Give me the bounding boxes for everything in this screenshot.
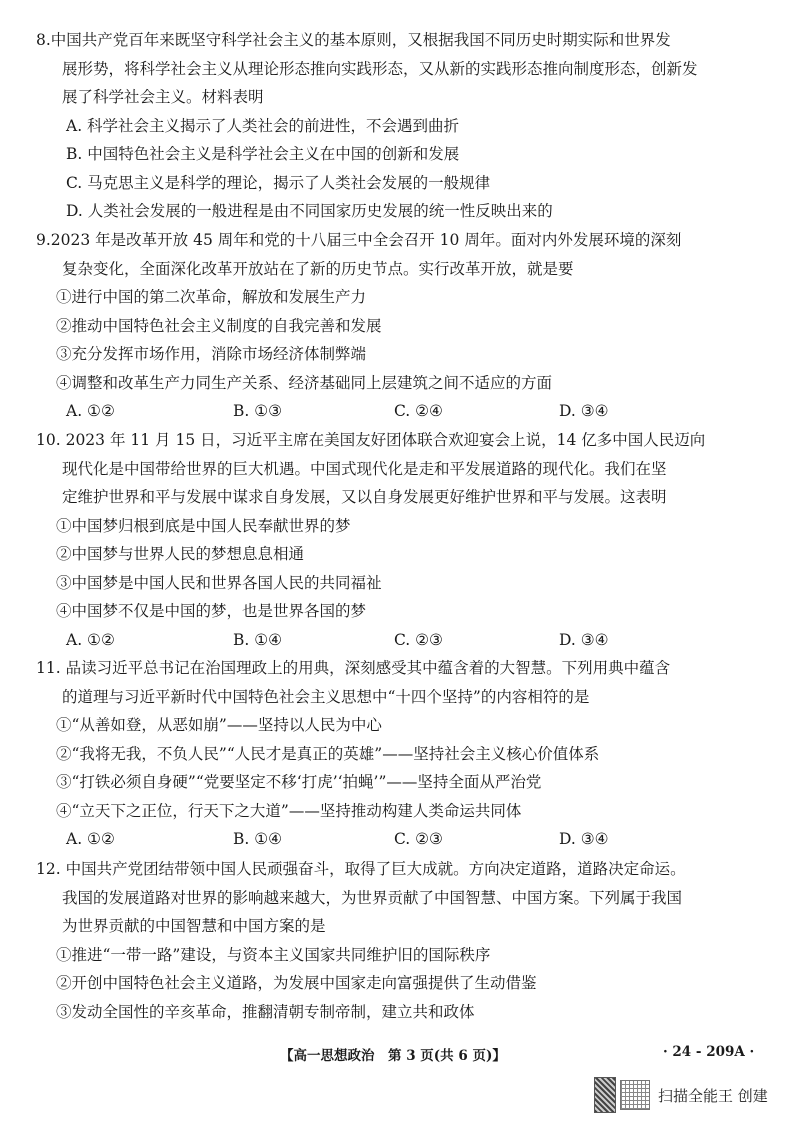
statement-3: ③中国梦是中国人民和世界各国人民的共同福祉 xyxy=(56,573,382,592)
option-a: A. 科学社会主义揭示了人类社会的前进性，不会遇到曲折 xyxy=(66,116,460,135)
statement-3: ③发动全国性的辛亥革命，推翻清朝专制帝制，建立共和政体 xyxy=(56,1002,475,1021)
question-8 xyxy=(36,26,771,226)
stem-line: 定维护世界和平与发展中谋求自身发展，又以自身发展更好维护世界和平与发展。这表明 xyxy=(62,488,667,506)
choice-a: A. ①② xyxy=(66,402,115,420)
choice-b: B. ①③ xyxy=(233,402,283,420)
question-9 xyxy=(36,226,771,426)
question-12 xyxy=(36,855,771,1026)
answer-choices xyxy=(36,825,771,854)
choice-a: A. ①② xyxy=(66,830,115,848)
choice-c: C. ②③ xyxy=(394,830,443,848)
option-b: B. 中国特色社会主义是科学社会主义在中国的创新和发展 xyxy=(66,145,460,163)
stem-line: 展了科学社会主义。材料表明 xyxy=(62,88,264,106)
question-stem xyxy=(36,26,771,112)
choice-d: D. ③④ xyxy=(559,830,609,848)
statement-1: ①中国梦归根到底是中国人民奉献世界的梦 xyxy=(56,516,351,535)
stem-line: 复杂变化，全面深化改革开放站在了新的历史节点。实行改革开放，就是要 xyxy=(62,259,574,278)
stem-line: 10. 2023 年 11 月 15 日，习近平主席在美国友好团体联合欢迎宴会上说，14 亿多中国人民迈向 xyxy=(36,431,706,449)
stem-line: 9.2023 年是改革开放 45 周年和党的十八届三中全会召开 10 周年。面对内外发展环境的深刻 xyxy=(36,231,682,249)
stem-line: 现代化是中国带给世界的巨大机遇。中国式现代化是走和平发展道路的现代化。我们在坚 xyxy=(62,459,667,478)
question-stem xyxy=(36,426,771,512)
statement-1: ①推进“一带一路”建设，与资本主义国家共同维护旧的国际秩序 xyxy=(56,945,491,964)
statement-3: ③充分发挥市场作用，消除市场经济体制弊端 xyxy=(56,345,367,363)
question-11 xyxy=(36,654,771,854)
statement-2: ②中国梦与世界人民的梦想息息相通 xyxy=(56,545,305,563)
choice-a: A. ①② xyxy=(66,630,115,649)
stem-line: 8.中国共产党百年来既坚守科学社会主义的基本原则，又根据我国不同历史时期实际和世界发 xyxy=(36,31,671,49)
camscanner-logo-icon xyxy=(594,1077,616,1113)
stem-line: 12. 中国共产党团结带领中国人民顽强奋斗，取得了巨大成就。方向决定道路，道路决定命运。 xyxy=(36,860,686,878)
question-stem xyxy=(36,855,771,941)
watermark-text: 扫描全能王 创建 xyxy=(658,1086,768,1105)
statement-4: ④中国梦不仅是中国的梦，也是世界各国的梦 xyxy=(56,602,367,620)
statement-3: ③“打铁必须自身硬”“党要坚定不移‘打虎’‘拍蝇’”——坚持全面从严治党 xyxy=(56,773,542,791)
stem-line: 的道理与习近平新时代中国特色社会主义思想中“十四个坚持”的内容相符的是 xyxy=(62,687,590,706)
stem-line: 11. 品读习近平总书记在治国理政上的用典，深刻感受其中蕴含着的大智慧。下列用典中蕴含 xyxy=(36,659,671,677)
choice-c: C. ②④ xyxy=(394,402,443,420)
exam-code: · 24 - 209A · xyxy=(663,1044,755,1060)
statement-4: ④“立天下之正位，行天下之大道”——坚持推动构建人类命运共同体 xyxy=(56,801,522,820)
choice-d: D. ③④ xyxy=(559,402,609,420)
statement-1: ①进行中国的第二次革命，解放和发展生产力 xyxy=(56,288,367,306)
scanner-watermark xyxy=(594,1077,784,1113)
choice-d: D. ③④ xyxy=(559,630,609,649)
statement-2: ②推动中国特色社会主义制度的自我完善和发展 xyxy=(56,316,382,335)
choice-c: C. ②③ xyxy=(394,630,443,649)
answer-choices xyxy=(36,626,771,655)
option-d: D. 人类社会发展的一般进程是由不同国家历史发展的统一性反映出来的 xyxy=(66,202,553,220)
statement-2: ②开创中国特色社会主义道路，为发展中国家走向富强提供了生动借鉴 xyxy=(56,974,537,992)
page-number-label: 【高一思想政治 第 3 页(共 6 页)】 xyxy=(280,1048,506,1064)
stem-line: 为世界贡献的中国智慧和中国方案的是 xyxy=(62,917,326,935)
statement-4: ④调整和改革生产力同生产关系、经济基础同上层建筑之间不适应的方面 xyxy=(56,373,553,392)
choice-b: B. ①④ xyxy=(233,830,283,848)
page-footer xyxy=(0,1044,794,1070)
choice-b: B. ①④ xyxy=(233,630,283,649)
statement-2: ②“我将无我，不负人民”“人民才是真正的英雄”——坚持社会主义核心价值体系 xyxy=(56,744,600,763)
statement-1: ①“从善如登，从恶如崩”——坚持以人民为中心 xyxy=(56,716,382,734)
answer-choices xyxy=(36,397,771,426)
question-10 xyxy=(36,426,771,654)
qr-code-icon xyxy=(620,1080,650,1110)
question-stem xyxy=(36,226,771,283)
question-stem xyxy=(36,654,771,711)
stem-line: 展形势，将科学社会主义从理论形态推向实践形态，又从新的实践形态推向制度形态，创新发 xyxy=(62,59,698,78)
option-c: C. 马克思主义是科学的理论，揭示了人类社会发展的一般规律 xyxy=(66,173,491,192)
stem-line: 我国的发展道路对世界的影响越来越大，为世界贡献了中国智慧、中国方案。下列属于我国 xyxy=(62,888,683,907)
